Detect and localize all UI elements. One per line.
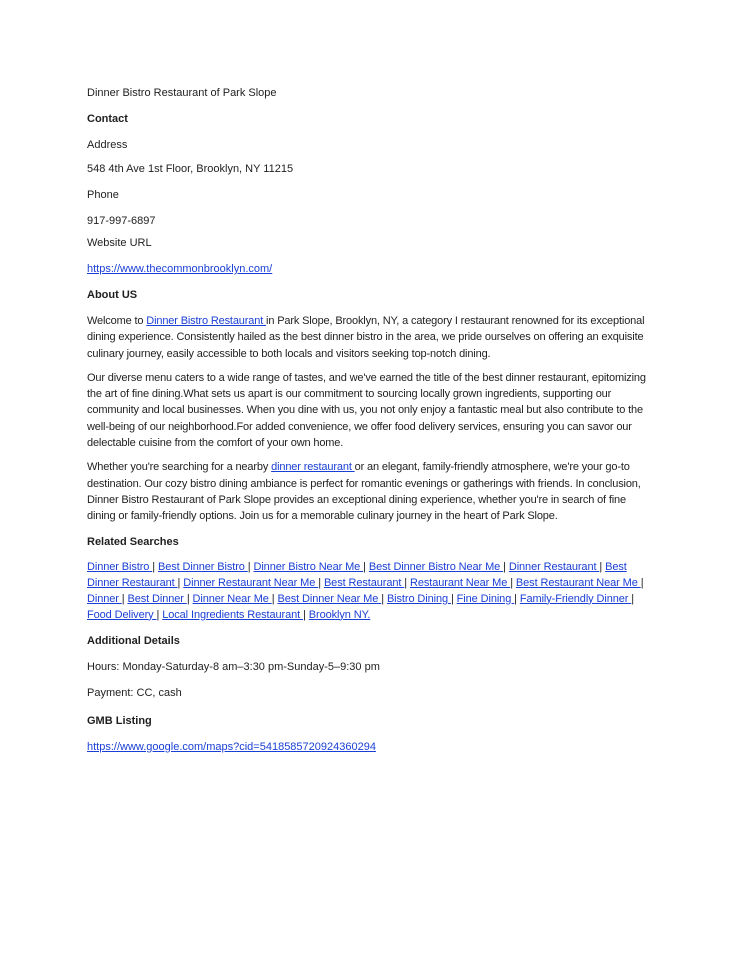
link-separator: | xyxy=(381,592,387,605)
about-paragraph-3 xyxy=(87,459,652,524)
gmb-listing-heading: GMB Listing xyxy=(87,714,152,727)
website-link-row xyxy=(87,261,652,277)
about-p3-text-before: Whether you're searching for a nearby xyxy=(87,461,272,474)
link-separator: | xyxy=(186,592,193,605)
link-separator: | xyxy=(271,592,278,605)
link-separator: | xyxy=(121,592,128,605)
hours-text: Hours: Monday-Saturday-8 am–3:30 pm-Sunday-5–9:30 pm xyxy=(87,660,380,673)
related-searches-links xyxy=(87,559,652,623)
link-separator: | xyxy=(303,608,309,621)
about-heading: About US xyxy=(87,289,138,301)
dinner-restaurant-link[interactable]: dinner restaurant xyxy=(271,461,355,474)
phone-value: 917-997-6897 xyxy=(87,215,156,227)
link-separator: | xyxy=(177,576,184,589)
related-search-link[interactable]: Dinner Near Me xyxy=(192,592,272,605)
address-value: 548 4th Ave 1st Floor, Brooklyn, NY 11215 xyxy=(87,163,294,175)
address-label: Address xyxy=(87,139,128,151)
about-paragraph-1 xyxy=(87,313,652,362)
related-search-link[interactable]: Local Ingredients Restaurant xyxy=(162,608,304,621)
related-search-link[interactable]: Best Dinner Restaurant xyxy=(87,560,627,589)
link-separator: | xyxy=(599,560,606,573)
payment-text: Payment: CC, cash xyxy=(87,686,182,699)
related-search-link[interactable]: Fine Dining xyxy=(456,592,515,605)
about-p1-text-before: Welcome to xyxy=(87,315,147,327)
document-body xyxy=(87,85,652,755)
link-separator: | xyxy=(152,560,158,573)
related-search-link[interactable]: Dinner Bistro xyxy=(87,560,153,573)
link-separator: | xyxy=(640,576,644,589)
link-separator: | xyxy=(156,608,163,621)
related-search-link[interactable]: Brooklyn NY. xyxy=(308,608,371,621)
link-separator: | xyxy=(503,560,509,573)
related-search-link[interactable]: Best Dinner xyxy=(127,592,187,605)
related-search-link[interactable]: Best Dinner Bistro xyxy=(157,560,248,573)
link-separator: | xyxy=(404,576,410,589)
related-search-link[interactable]: Dinner Bistro Near Me xyxy=(253,560,364,573)
link-separator: | xyxy=(318,576,324,589)
related-search-link[interactable]: Best Dinner Near Me xyxy=(277,592,382,605)
dinner-bistro-restaurant-link[interactable]: Dinner Bistro Restaurant xyxy=(146,315,267,327)
related-search-link[interactable]: Food Delivery xyxy=(87,608,157,621)
related-search-link[interactable]: Best Dinner Bistro Near Me xyxy=(368,560,504,573)
contact-heading: Contact xyxy=(87,113,128,125)
related-search-link[interactable]: Restaurant Near Me xyxy=(410,576,511,589)
link-separator: | xyxy=(514,592,520,605)
related-search-link[interactable]: Best Restaurant xyxy=(323,576,405,589)
about-paragraph-2: Our diverse menu caters to a wide range of tastes, and we've earned the title of the best dinner restaurant, epitomizing the art of fine dining.What sets us apart is our commitment to sourcing locally grown ingredients, supporting our community and local businesses. When you dine with us, you not only enjoy a fantastic meal but also contribute to the well-being of our neighborhood.For added convenience, we offer food delivery services, ensuring you can savor our delectable cuisine from the comfort of your own home. xyxy=(87,371,646,450)
related-search-link[interactable]: Bistro Dining xyxy=(386,592,451,605)
link-separator: | xyxy=(450,592,457,605)
additional-details-heading: Additional Details xyxy=(87,634,180,647)
related-search-link[interactable]: Dinner Restaurant Near Me xyxy=(183,576,319,589)
link-separator: | xyxy=(510,576,516,589)
related-search-link[interactable]: Dinner Restaurant xyxy=(508,560,600,573)
related-search-link[interactable]: Best Restaurant Near Me xyxy=(515,576,641,589)
gmb-link-row xyxy=(87,739,652,755)
related-search-link[interactable]: Dinner xyxy=(87,592,122,605)
gmb-listing-link[interactable]: https://www.google.com/maps?cid=5418585720924360294 xyxy=(87,740,376,753)
link-separator: | xyxy=(363,560,369,573)
website-link[interactable]: https://www.thecommonbrooklyn.com/ xyxy=(87,263,273,275)
related-searches-heading: Related Searches xyxy=(87,535,179,548)
phone-label: Phone xyxy=(87,189,119,201)
link-separator: | xyxy=(631,592,635,605)
page-title: Dinner Bistro Restaurant of Park Slope xyxy=(87,87,277,99)
website-label: Website URL xyxy=(87,237,152,249)
related-search-link[interactable]: Family-Friendly Dinner xyxy=(519,592,632,605)
link-separator: | xyxy=(247,560,254,573)
about-p1-text-after: in Park Slope, Brooklyn, NY, a category I restaurant renowned for its exceptional dining experience. Consistently hailed as the best dinner bistro in the area, we pride ourselves on offering an exquisite culinary journey, easily accessible to both locals and visitors seeking top-notch dining. xyxy=(87,315,645,360)
about-p3-text-after: or an elegant, family-friendly atmosphere, we're your go-to destination. Our cozy bistro dining ambiance is perfect for romantic evenings or gatherings with friends. In conclusion, Dinner Bistro Restaurant of Park Slope provides an exceptional dining experience, whether you're in search of fine dining or family-friendly options. Join us for a memorable culinary journey in the heart of Park Slope. xyxy=(87,461,641,523)
